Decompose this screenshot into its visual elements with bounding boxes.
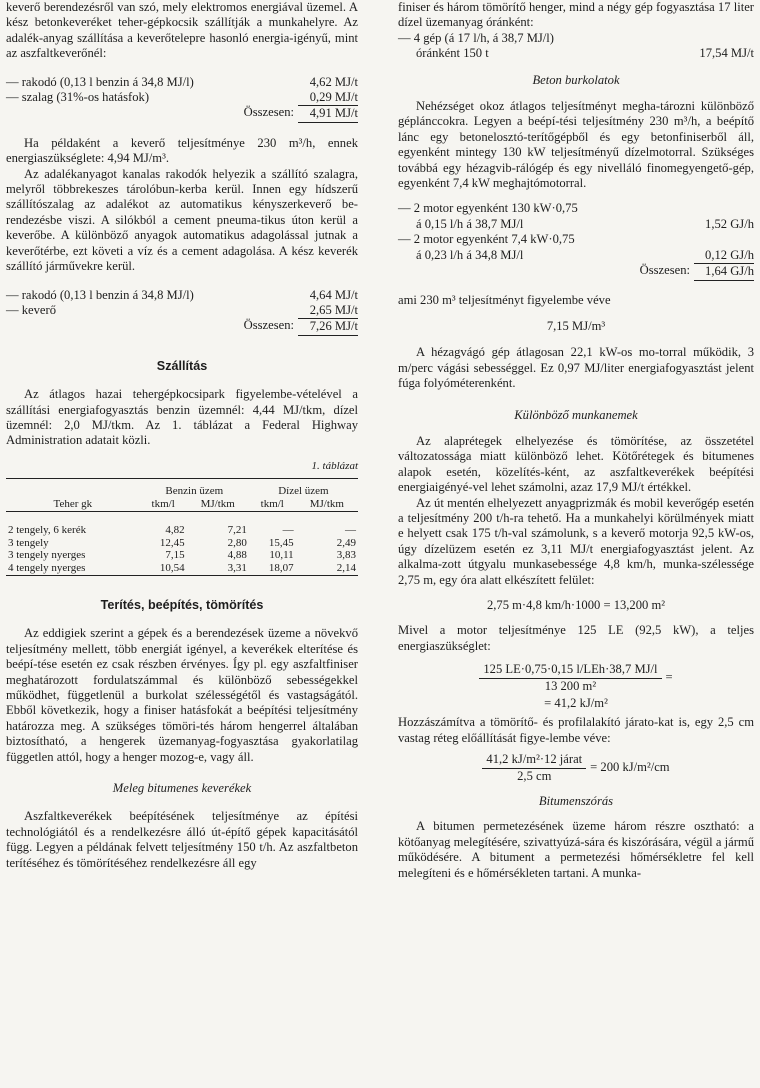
paragraph: finiser és három tömörítő henger, mind a négy gép fogyasztása 17 liter dízel üzemanyag óránként: bbox=[398, 0, 754, 30]
total-value: 7,26 MJ/t bbox=[298, 318, 358, 335]
table-header-row bbox=[6, 479, 358, 498]
paragraph: Az út mentén elhelyezett anyagprizmák és mobil keverőgép esetén a teljesítmény 200 t/h-ra tehető. Ha a munkahelyi körülmények miatt e helyett csak 175 t/h-val számolunk, s a keverő motorja 92,5 kW-os, úgy dízelüzem esetén ez 3,11 MJ/t energiafogyasztást jelent. Az alkalma-zott útgyalu munkasebessége 4,8 km/h, munka-szélessége 2,75 m, egy óra alatt elkészített felület: bbox=[398, 495, 754, 587]
fraction-energy bbox=[398, 662, 754, 694]
fraction-per-cm bbox=[398, 752, 754, 784]
calc-line bbox=[398, 46, 754, 61]
equation: 7,15 MJ/m³ bbox=[546, 318, 606, 333]
table-cell: 4,82 bbox=[165, 523, 185, 536]
subsection-heading: Bitumenszórás bbox=[538, 794, 614, 809]
table-row bbox=[6, 549, 358, 562]
calc-value: 4,64 MJ/t bbox=[309, 287, 358, 302]
calc-line bbox=[6, 90, 358, 105]
calc-block-motors bbox=[398, 201, 754, 280]
total-value: 4,91 MJ/t bbox=[298, 105, 358, 122]
section-heading: Terítés, beépítés, tömörítés bbox=[100, 597, 264, 612]
calc-value: 1,52 GJ/h bbox=[705, 216, 754, 231]
table-cell: 7,21 bbox=[227, 523, 247, 536]
total-label: Összesen: bbox=[243, 105, 294, 120]
table-cell: — bbox=[345, 523, 356, 536]
paragraph: Hozzászámítva a tömörítő- és profilalakító járato-kat is, egy 2,5 cm vastag réteg előállítását figye-lembe véve: bbox=[398, 715, 754, 745]
total-label: Összesen: bbox=[639, 263, 690, 278]
calc-label: óránként 150 t bbox=[416, 46, 489, 61]
calc-block-concrete bbox=[6, 288, 358, 336]
table-cell: 3 tengely nyerges bbox=[8, 549, 86, 562]
calc-line bbox=[6, 303, 358, 318]
paragraph: Az eddigiek szerint a gépek és a berendezések üzeme a növekvő teljesítmény mellett, több energiát igényel, a keverékek elterítése és beépí-tése esetén ez csak részben érvényes. Így pl. egy aszfaltfiniser meghatározott fordulatszámmal és különböző sebességekkel működhet, függetlenül a burkolat szélességétől és vastagságától. Ebből következik, hogy a finiser hatásfokát a beépítési teljesítmény határozza meg. A szükséges tömöri-tés három hengerrel általában biztosítható, a hengerek üzemanyag-fogyasztása gyakorlatilag független attól, hogy a henger mozog-e, vagy áll. bbox=[6, 626, 358, 764]
calc-line bbox=[6, 288, 358, 303]
calc-block-asphalt bbox=[6, 75, 358, 123]
left-column bbox=[6, 0, 358, 871]
table-cell: 10,54 bbox=[159, 562, 185, 575]
calc-label: — szalag (31%-os hatásfok) bbox=[6, 90, 150, 105]
fraction-denominator: 13 200 m² bbox=[544, 678, 597, 693]
paragraph: Az alaprétegek elhelyezése és tömörítése, az összetétel változatossága miatt különböző lehet. Kötőrétegek és bitumenes alapok esetén, közelítés-ként, az aszfaltkeverékek beépítési energiaigényé-vel lehet számolni, azaz 17,9 MJ/t értékkel. bbox=[398, 433, 754, 495]
calc-label: á 0,23 l/h á 34,8 MJ/l bbox=[416, 247, 524, 262]
total-label: Összesen: bbox=[243, 318, 294, 333]
equation: 2,75 m·4,8 km/h·1000 = 13,200 m² bbox=[486, 598, 666, 612]
table-cell: 3,31 bbox=[227, 562, 247, 575]
fraction-numerator: 41,2 kJ/m²·12 járat bbox=[482, 752, 586, 768]
table-row bbox=[6, 562, 358, 575]
subsection-heading: Különböző munkanemek bbox=[514, 407, 638, 422]
paragraph: ami 230 m³ teljesítményt figyelembe véve bbox=[398, 292, 611, 307]
calc-label: — 2 motor egyenként 130 kW·0,75 bbox=[398, 201, 578, 216]
calc-total bbox=[6, 318, 358, 335]
paragraph: Mivel a motor teljesítménye 125 LE (92,5 kW), a teljes energiaszükséglet: bbox=[398, 623, 754, 653]
calc-total bbox=[398, 263, 754, 280]
table-cell: 18,07 bbox=[268, 562, 294, 575]
calc-line bbox=[6, 75, 358, 90]
table-header: Teher gk bbox=[53, 497, 93, 510]
table-cell: 15,45 bbox=[268, 536, 294, 549]
subsection-heading: Beton burkolatok bbox=[532, 72, 620, 87]
calc-value: 17,54 MJ/t bbox=[699, 46, 754, 61]
table-header: tkm/l bbox=[151, 497, 175, 510]
section-heading: Szállítás bbox=[156, 358, 208, 373]
table-cell: 2,14 bbox=[336, 562, 356, 575]
table-header: MJ/tkm bbox=[200, 497, 235, 510]
calc-label: — keverő bbox=[6, 302, 57, 317]
calc-value: 2,65 MJ/t bbox=[309, 302, 358, 317]
table-row bbox=[6, 537, 358, 550]
table-cell: 3,83 bbox=[336, 549, 356, 562]
subsection-heading: Meleg bitumenes keverékek bbox=[112, 781, 252, 795]
table-row bbox=[6, 524, 358, 537]
table-cell: 2,49 bbox=[336, 536, 356, 549]
paragraph: Ha példaként a keverő teljesítménye 230 m³/h, ennek energiaszükséglete: 4,94 MJ/m³. bbox=[6, 135, 358, 166]
paragraph: Nehézséget okoz átlagos teljesítményt megha-tározni különböző géplánccokra. Legyen a beépí-tési teljesítmény 230 m³/h, a beépítő lánc egy betonelosztó-terítőgépből és egy betonfiniserből áll, egyenként mintegy 130 kW teljesítményű dízelmotorral. Szükséges továbbá egy hézagvib-rálógép és egy nivelláló finomegyengető-gép, egyenként 7,4 kW meghajtómotorral. bbox=[398, 99, 754, 191]
calc-line bbox=[398, 248, 754, 263]
paragraph: Az adalékanyagot kanalas rakodók helyezik a szállító szalagra, melyről többrekeszes tárolóbun-kerba kerül. Innen egy hídszerű szállítószalag az adalékot az automatikus kényszerkeverő be-rendezésbe viszi. A silókból a cement pneuma-tikus úton kerül a keverőbe. A különböző anyagok automatikus adagolással jutnak a keverőtérbe, ezt követi a víz és a cement adagolása. A kész keverék szállító járművekre kerül. bbox=[6, 166, 358, 274]
calc-line bbox=[398, 217, 754, 232]
table-caption: 1. táblázat bbox=[311, 459, 358, 472]
paragraph: A bitumen permetezésének üzeme három részre osztható: a kötőanyag melegítésére, szivattyúzá-sára és kiszórására, végül a jármű működésére. A bitument a permetezési hőmérsékletre fel kell melegíteni és e hőmérsékleten tartani. A munka- bbox=[398, 819, 754, 880]
equals-sign: = bbox=[665, 670, 673, 685]
calc-value: 0,12 GJ/h bbox=[705, 247, 754, 262]
table-header: tkm/l bbox=[260, 497, 284, 510]
table-cell: 4 tengely nyerges bbox=[8, 562, 86, 575]
fraction-denominator: 2,5 cm bbox=[517, 768, 552, 783]
paragraph: Aszfaltkeverékek beépítésének teljesítménye az építési technológiától és a rendelkezésre álló út-építő gépek kapacitásától függ. Legyen a példának felvett teljesítmény 150 t/h. Az aszfaltbeton terítéséhez és tömörítéséhez rendelkezésre áll egy bbox=[6, 809, 358, 870]
table-cell: 4,88 bbox=[227, 549, 247, 562]
calc-label: á 0,15 l/h á 38,7 MJ/l bbox=[416, 216, 524, 231]
paragraph: keverő berendezésről van szó, mely elektromos energiával üzemel. A kész betonkeveréket teher-gépkocsik szállítják a munkahelyre. Az adalék-anyag szállítása a keverőtelepre hasonló energia-igényű, mint az aszfaltkeverőnél: bbox=[6, 0, 358, 61]
table-cell: 2 tengely, 6 kerék bbox=[8, 523, 87, 536]
table-header: Benzin üzem bbox=[165, 485, 224, 498]
right-column bbox=[398, 0, 754, 881]
table-cell: 10,11 bbox=[269, 549, 294, 562]
table-cell: 7,15 bbox=[165, 549, 185, 562]
paragraph: A hézagvágó gép átlagosan 22,1 kW-os mo-torral működik, 3 m/perc vágási sebességgel. Ez 0,97 MJ/liter energiafogyasztást jelent fúga folyóméterenként. bbox=[398, 345, 754, 391]
equation: = 41,2 kJ/m² bbox=[544, 696, 608, 711]
calc-label: — 2 motor egyenként 7,4 kW·0,75 bbox=[398, 232, 575, 247]
total-value: 1,64 GJ/h bbox=[694, 263, 754, 280]
calc-value: 0,29 MJ/t bbox=[309, 90, 358, 105]
paragraph: Az átlagos hazai tehergépkocsipark figyelembe-vételével a szállítási energiafogyasztás benzin üzemnél: 4,44 MJ/tkm, dízel üzemnél: 2,0 MJ/tkm. Az 1. táblázat a Federal Highway Administration adatait közli. bbox=[6, 387, 358, 448]
table-cell: 12,45 bbox=[159, 536, 185, 549]
calc-label: — 4 gép (á 17 l/h, á 38,7 MJ/l) bbox=[398, 30, 555, 45]
calc-total bbox=[6, 105, 358, 122]
calc-value: 4,62 MJ/t bbox=[309, 74, 358, 89]
table-cell: — bbox=[282, 523, 294, 536]
calc-block-finiser bbox=[398, 31, 754, 62]
table-cell: 2,80 bbox=[227, 536, 247, 549]
fraction-numerator: 125 LE·0,75·0,15 l/LEh·38,7 MJ/l bbox=[479, 662, 661, 678]
table-header: Dízel üzem bbox=[278, 485, 329, 498]
transport-table bbox=[6, 478, 358, 576]
table-header: MJ/tkm bbox=[309, 497, 344, 510]
equation-result: = 200 kJ/m²/cm bbox=[590, 760, 670, 775]
calc-label: — rakodó (0,13 l benzin á 34,8 MJ/l) bbox=[6, 74, 194, 89]
table-cell: 3 tengely bbox=[8, 536, 49, 549]
calc-label: — rakodó (0,13 l benzin á 34,8 MJ/l) bbox=[6, 287, 194, 302]
